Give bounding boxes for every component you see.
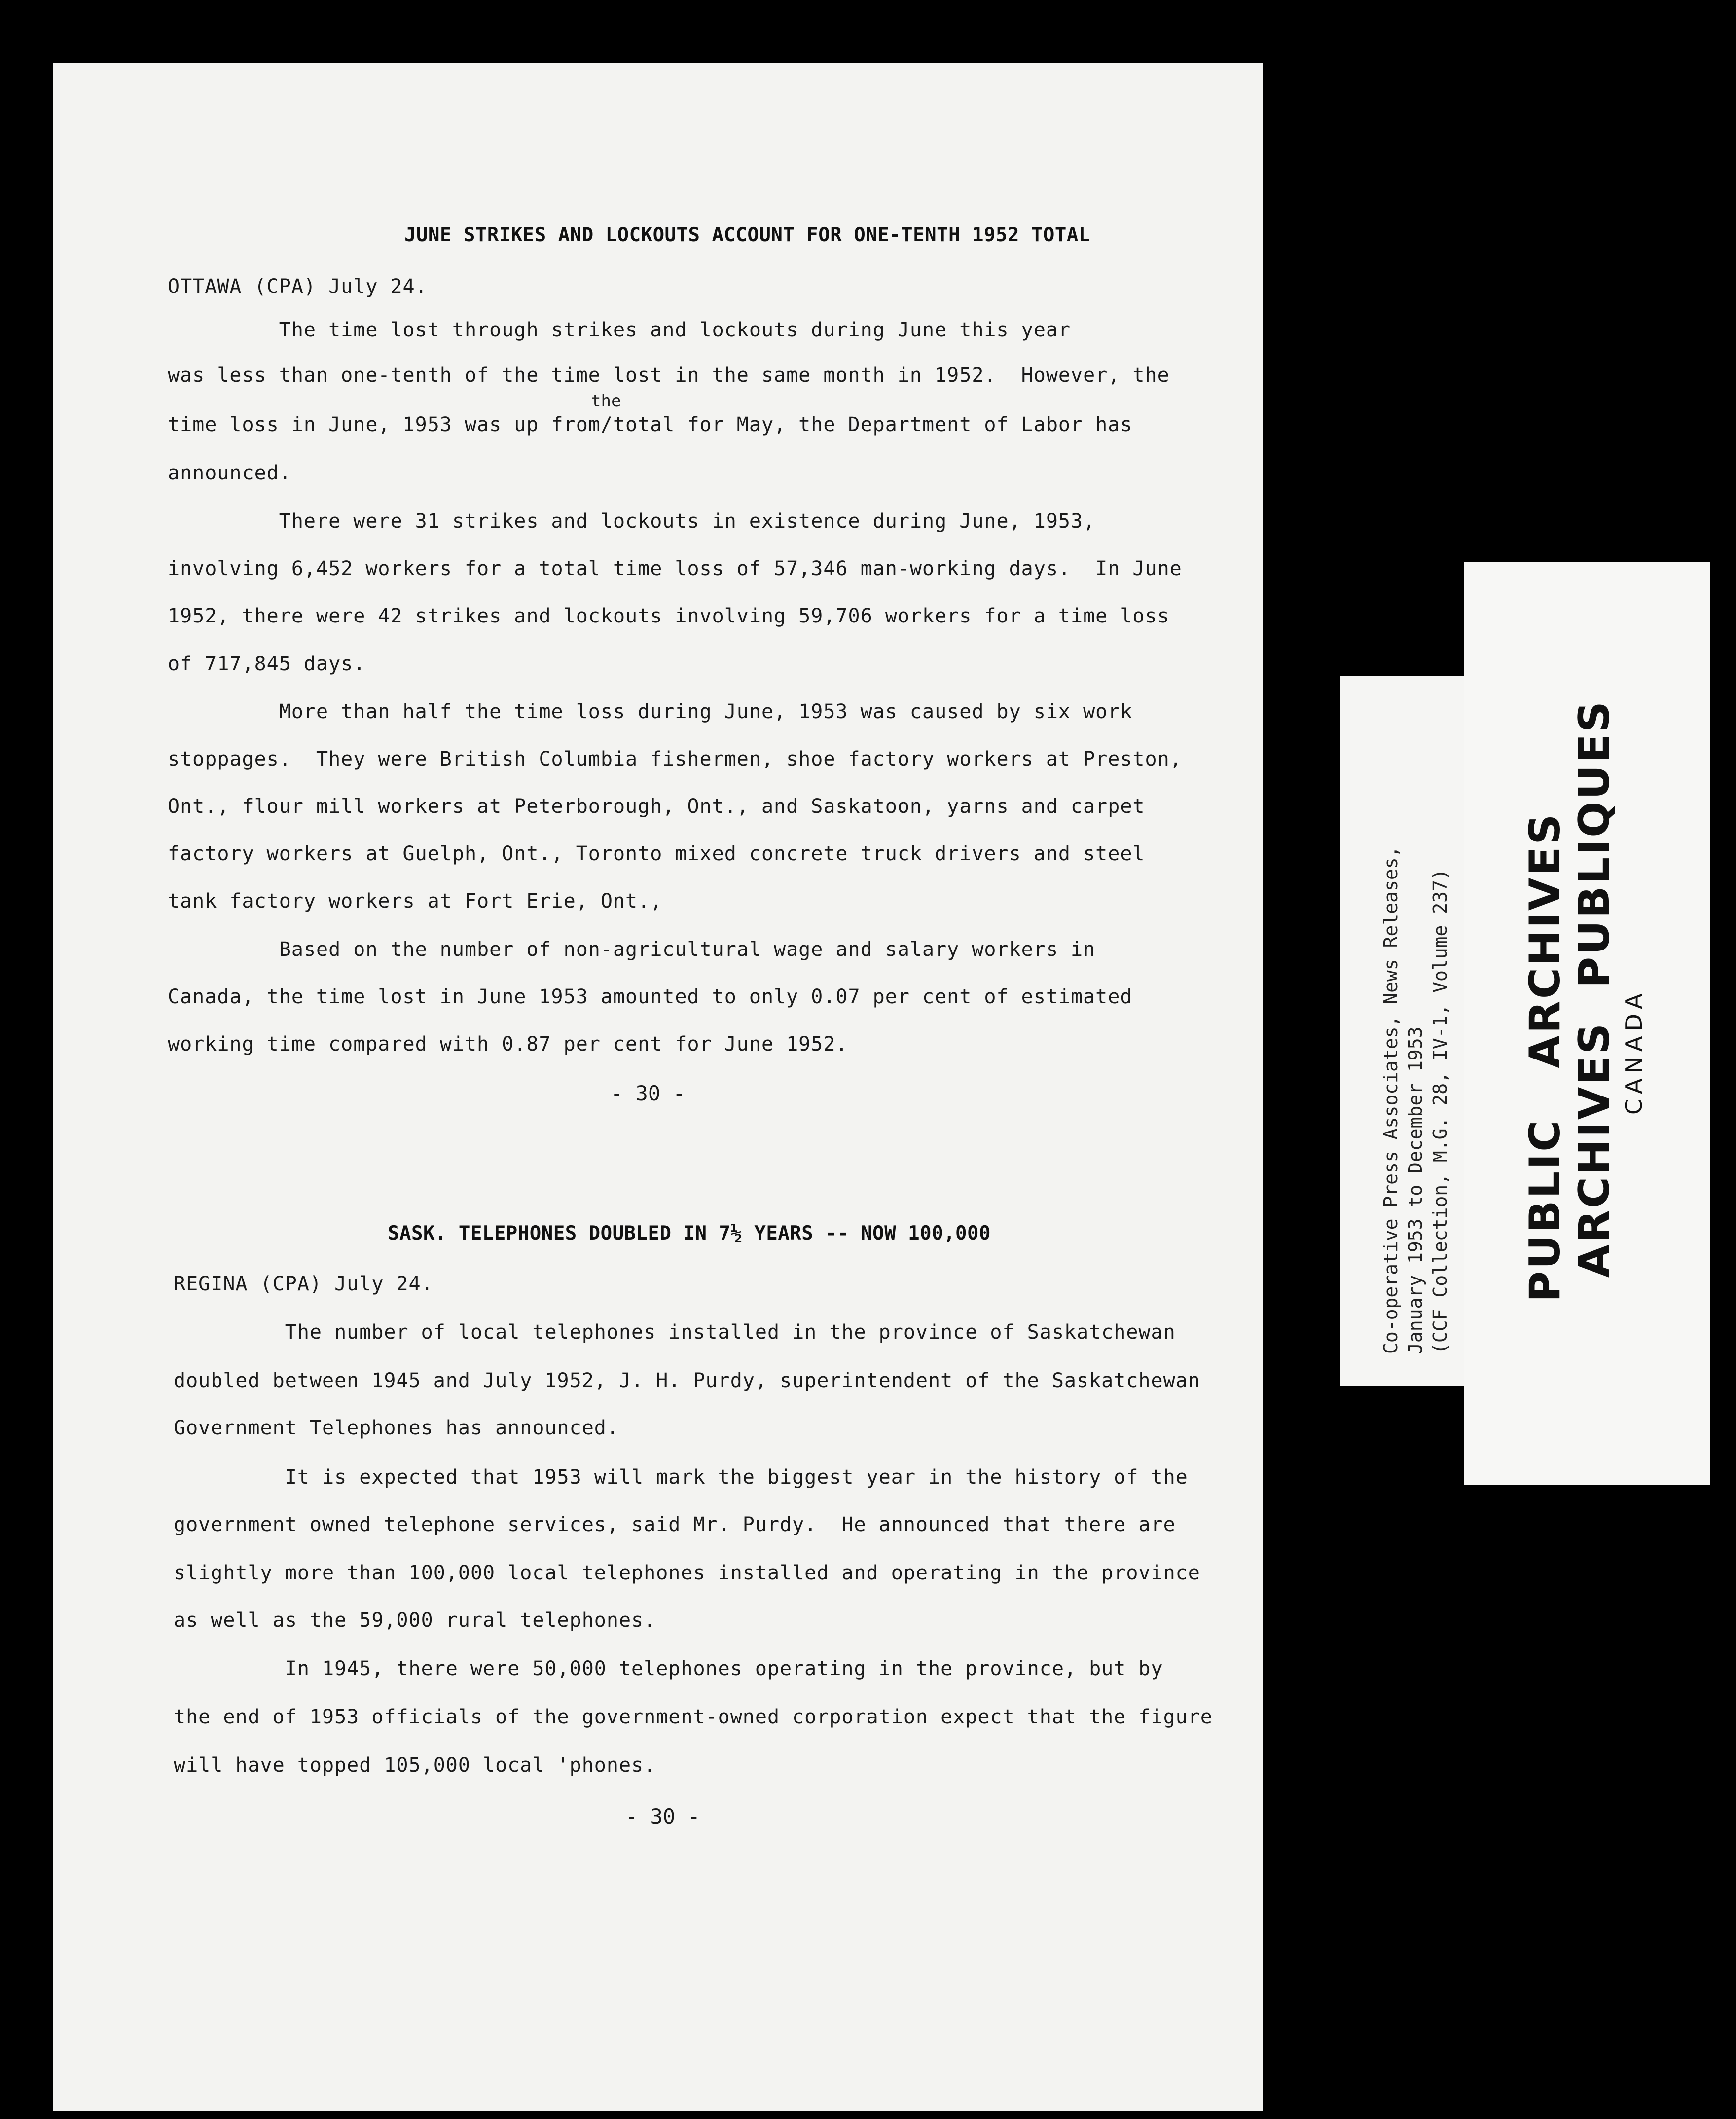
article1-line: There were 31 strikes and lockouts in existence during June, 1953, — [168, 510, 1096, 533]
article1-line: Ont., flour mill workers at Peterborough, Ont., and Saskatoon, yarns and carpet — [168, 795, 1145, 818]
article1-line: time loss in June, 1953 was up from/total for May, the Department of Labor has — [168, 413, 1133, 436]
article2-line: doubled between 1945 and July 1952, J. H. Purdy, superintendent of the Saskatchewan — [174, 1369, 1200, 1392]
article2-headline: SASK. TELEPHONES DOUBLED IN 7½ YEARS -- NOW 100,000 — [388, 1222, 991, 1244]
article1-line: Based on the number of non-agricultural wage and salary workers in — [168, 938, 1096, 961]
citation-line-1: Co-operative Press Associates, News Releases, — [1380, 846, 1402, 1354]
article1-line: 1952, there were 42 strikes and lockouts involving 59,706 workers for a time loss — [168, 605, 1170, 627]
stamp-line-archives-publiques: ARCHIVES PUBLIQUES — [1570, 699, 1619, 1278]
article1-line: stoppages. They were British Columbia fishermen, shoe factory workers at Preston, — [168, 748, 1182, 770]
article1-insertion: the — [591, 391, 621, 411]
article1-dateline: OTTAWA (CPA) July 24. — [168, 275, 428, 298]
article1-line: announced. — [168, 462, 291, 484]
article2-line: slightly more than 100,000 local telephones installed and operating in the province — [174, 1562, 1200, 1584]
article2-line: In 1945, there were 50,000 telephones operating in the province, but by — [174, 1657, 1163, 1680]
article2-dateline: REGINA (CPA) July 24. — [174, 1273, 434, 1295]
article2-page-number: - 30 - — [625, 1804, 700, 1828]
citation-line-2: January 1953 to December 1953 — [1405, 1026, 1426, 1354]
article1-line: working time compared with 0.87 per cent for June 1952. — [168, 1033, 848, 1056]
article1-line: involving 6,452 workers for a total time loss of 57,346 man-working days. In June — [168, 557, 1182, 580]
article2-line: Government Telephones has announced. — [174, 1417, 619, 1439]
article1-page-number: - 30 - — [611, 1081, 686, 1105]
stamp-line-public-archives: PUBLIC ARCHIVES — [1520, 812, 1570, 1302]
article2-line: It is expected that 1953 will mark the biggest year in the history of the — [174, 1466, 1188, 1489]
article2-line: The number of local telephones installed in the province of Saskatchewan — [174, 1321, 1176, 1344]
article1-line: was less than one-tenth of the time lost in the same month in 1952. However, the — [168, 364, 1170, 387]
article1-line: tank factory workers at Fort Erie, Ont., — [168, 890, 663, 913]
article2-line: will have topped 105,000 local 'phones. — [174, 1754, 656, 1777]
article1-line: Canada, the time lost in June 1953 amounted to only 0.07 per cent of estimated — [168, 986, 1133, 1008]
article2-line: as well as the 59,000 rural telephones. — [174, 1609, 656, 1632]
article2-line: the end of 1953 officials of the government-owned corporation expect that the figure — [174, 1706, 1213, 1728]
stamp-line-canada: CANADA — [1621, 988, 1647, 1115]
article1-headline: JUNE STRIKES AND LOCKOUTS ACCOUNT FOR ONE-TENTH 1952 TOTAL — [404, 224, 1090, 246]
archives-stamp-card — [1464, 562, 1710, 1485]
article1-line: of 717,845 days. — [168, 653, 366, 675]
article1-line: The time lost through strikes and lockouts during June this year — [168, 319, 1071, 341]
article1-line: More than half the time loss during June, 1953 was caused by six work — [168, 700, 1133, 723]
article1-line: factory workers at Guelph, Ont., Toronto mixed concrete truck drivers and steel — [168, 842, 1145, 865]
document-page — [53, 63, 1263, 2111]
article2-line: government owned telephone services, said Mr. Purdy. He announced that there are — [174, 1513, 1176, 1536]
citation-line-3: (CCF Collection, M.G. 28, IV-1, Volume 237) — [1429, 869, 1451, 1354]
